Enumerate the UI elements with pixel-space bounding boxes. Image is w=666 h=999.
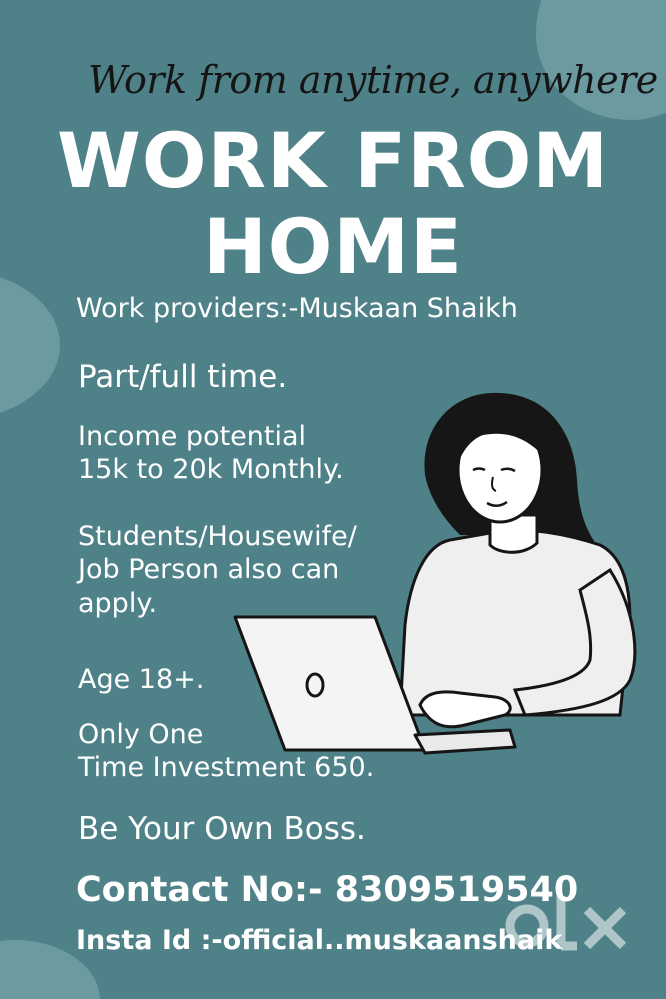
age-text: Age 18+. [78,664,205,695]
tagline: Work from anytime, anywhere [88,58,658,102]
investment-line-2: Time Investment 650. [78,752,375,784]
income-line-1: Income potential [78,421,307,452]
headline [0,118,666,290]
instagram-id: Insta Id :-official..muskaanshaik [76,925,563,956]
contact-number: Contact No:- 8309519540 [76,870,579,910]
headline-line-1: WORK FROM [57,116,609,205]
laptop-icon [235,617,425,750]
olx-watermark [505,888,635,958]
eligibility-line-2: Job Person also can [78,554,340,586]
eligibility-line-1: Students/Housewife/ [78,521,357,552]
woman-laptop-illustration [225,385,666,765]
decor-blob-left [0,270,60,420]
eligibility-line-3: apply. [78,587,158,619]
schedule-text: Part/full time. [78,359,288,395]
headline-line-2: HOME [203,202,463,291]
work-provider: Work providers:-Muskaan Shaikh [76,293,518,324]
motto-text: Be Your Own Boss. [78,811,366,847]
income-line-2: 15k to 20k Monthly. [78,454,344,486]
investment-line-1: Only One [78,719,204,750]
